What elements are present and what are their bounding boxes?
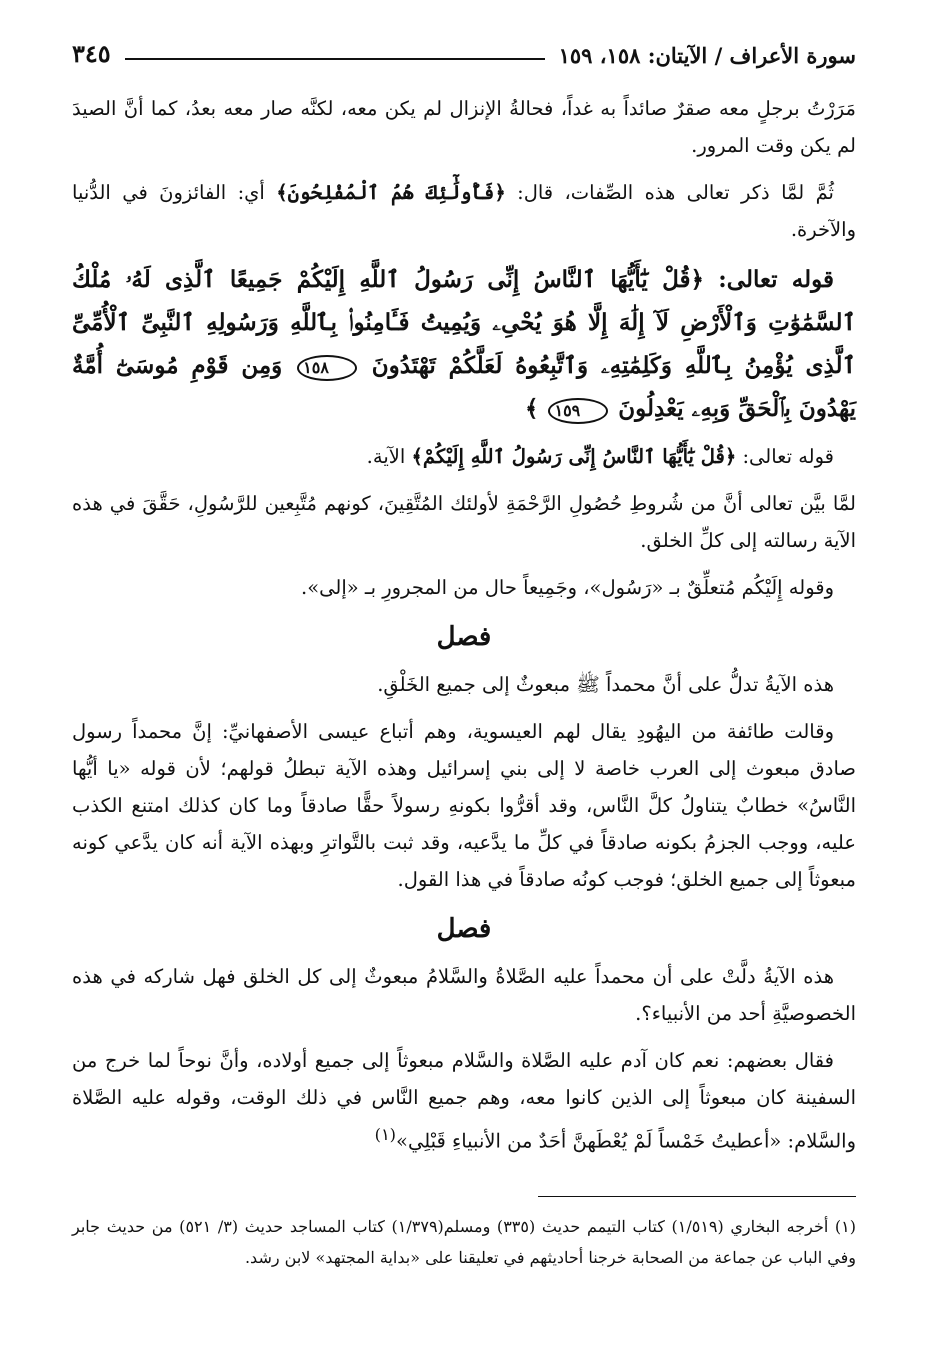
verse-intro: قوله تعالى: <box>718 266 834 293</box>
paragraph-6: وقوله إِلَيْكُم مُتعلِّقٌ بـ «رَسُول»، وجَمِيعاً حال من المجرورِ بـ «إلى». <box>301 576 834 599</box>
paragraph-10-text: فقال بعضهم: نعم كان آدم عليه الصَّلاة والسَّلام مبعوثاً إلى جميع أولاده، وأنَّ نوحاً لما خرج من السفينة كان مبعوثاً إلى الذين كانوا معه، وهم جميع النَّاس في ذلك الوقت، وقوله عليه الصَّلاة والسَّلام: «أعطيتُ خَمْساً لَمْ يُعْطَهنَّ أحَدٌ من الأنبياءِ قَبْلِي» <box>72 1049 856 1153</box>
paragraph-8: وقالت طائفة من اليهُودِ يقال لهم العيسوية، وهم أتباع عيسى الأصفهانيِّ: إنَّ محمداً رسول صادق مبعوث إلى العرب خاصة لا إلى بني إسرائيل وهذه الآية تبطلُ قولهم؛ لأن قوله «يا أيُّها النَّاسُ» خطابٌ يتناولُ كلَّ النَّاس، وقد أقرُّوا بكونهِ رسولاً حقًّا صادقاً وما كان كذلك امتنع الكذب عليه، ووجب الجزمُ بكونه صادقاً في كلِّ ما يدَّعيه، وقد ثبت بالتَّواترِ وبهذه الآية أنه كان يدَّعي كونه مبعوثاً إلى جميع الخلق؛ فوجب كونُه صادقاً في هذا القول. <box>72 720 856 891</box>
footnote-rule <box>538 1196 856 1197</box>
quran-quote: ﴿قُلْ يَٰٓأَيُّهَا ٱلنَّاسُ إِنِّى رَسُولُ ٱللَّهِ إِلَيْكُمْ﴾ <box>411 445 737 468</box>
paragraph-7: هذه الآيةُ تدلُّ على أنَّ محمداً ﷺ مبعوثٌ إلى جميع الخَلْقِ. <box>377 673 834 696</box>
footnote-1: (١) أخرجه البخاري (١/٥١٩) كتاب التيمم حديث (٣٣٥) ومسلم(١/٣٧٩) كتاب المساجد حديث (٣/ ٥٢١) من حديث جابر وفي الباب عن جماعة من الصحابة خرجنا أحاديثهم في تعليقنا على «بداية المجتهد» لابن رشد. <box>72 1217 857 1267</box>
paragraph-4 <box>72 438 856 475</box>
section-heading-2: فصل <box>436 914 492 944</box>
paragraph-4-intro: قوله تعالى: <box>742 445 834 468</box>
paragraph-2 <box>72 174 856 248</box>
paragraph-4-after: الآية. <box>366 445 406 468</box>
paragraph-2-commentary: أي: الفائزونَ في الدُّنيا والآخرة. <box>72 181 856 241</box>
page-number: ٣٤٥ <box>72 39 111 68</box>
ayah-number-159: ١٥٩ <box>548 398 608 424</box>
header-rule <box>125 58 545 60</box>
running-title: سورة الأعراف / الآيتان: ١٥٨، ١٥٩ <box>558 43 856 68</box>
running-header <box>72 26 856 70</box>
footnote-area <box>72 1196 856 1283</box>
paragraph-2-intro: ثُمَّ لمَّا ذكر تعالى هذه الصِّفات، قال: <box>517 181 834 204</box>
verse-159-text: وَمِن قَوْمِ مُوسَىٰٓ أُمَّةٌ يَهْدُونَ بِٱلْحَقِّ وَبِهِۦ يَعْدِلُونَ <box>72 352 856 422</box>
paragraph-5: لمَّا بيَّن تعالى أنَّ من شُروطِ حُصُولِ الرَّحْمَةِ لأولئك المُتَّقِينَ، كونهم مُتَّبِعين للرَّسُولِ، حَقَّقَ في هذه الآية رسالته إلى كلِّ الخلق. <box>72 492 856 552</box>
section-heading-1: فصل <box>436 622 492 652</box>
footnote-reference: (١) <box>374 1125 397 1144</box>
quran-quote: ﴿فَأُولَٰٓئِكَ هُمُ ٱلْمُفْلِحُونَ﴾ <box>276 181 506 204</box>
body-text <box>72 90 856 1160</box>
ayah-number-158: ١٥٨ <box>297 355 357 381</box>
paragraph-1: مَرَرْتُ برجلٍ معه صقرٌ صائداً به غداً، فحالةُ الإنزال لم يكن معه، لكنَّه صار معه بعدُ، كما أنَّ الصيدَ لم يكن وقت المرور. <box>72 97 856 157</box>
verse-158-text: ﴿قُلْ يَٰٓأَيُّهَا ٱلنَّاسُ إِنِّى رَسُولُ ٱللَّهِ إِلَيْكُمْ جَمِيعًا ٱلَّذِى لَهُۥ مُلْكُ ٱلسَّمَٰوَٰتِ وَٱلْأَرْضِ لَآ إِلَٰهَ إِلَّا هُوَ يُحْىِۦ وَيُمِيتُ فَـَٔامِنُوا۟ بِٱللَّهِ وَرَسُولِهِ ٱلنَّبِىِّ ٱلْأُمِّىِّ ٱلَّذِى يُؤْمِنُ بِٱللَّهِ وَكَلِمَٰتِهِۦ وَٱتَّبِعُوهُ لَعَلَّكُمْ تَهْتَدُونَ <box>72 266 857 379</box>
paragraph-10 <box>72 1042 856 1160</box>
paragraph-9: هذه الآيةُ دلَّتْ على أن محمداً عليه الصَّلاةُ والسَّلامُ مبعوثٌ إلى كل الخلق فهل شاركه في هذه الخصوصيَّةِ أحد من الأنبياء؟. <box>72 965 856 1025</box>
verse-close-bracket: ﴾ <box>524 395 539 422</box>
quran-verses-158-159 <box>72 258 856 430</box>
book-page <box>72 26 856 1346</box>
